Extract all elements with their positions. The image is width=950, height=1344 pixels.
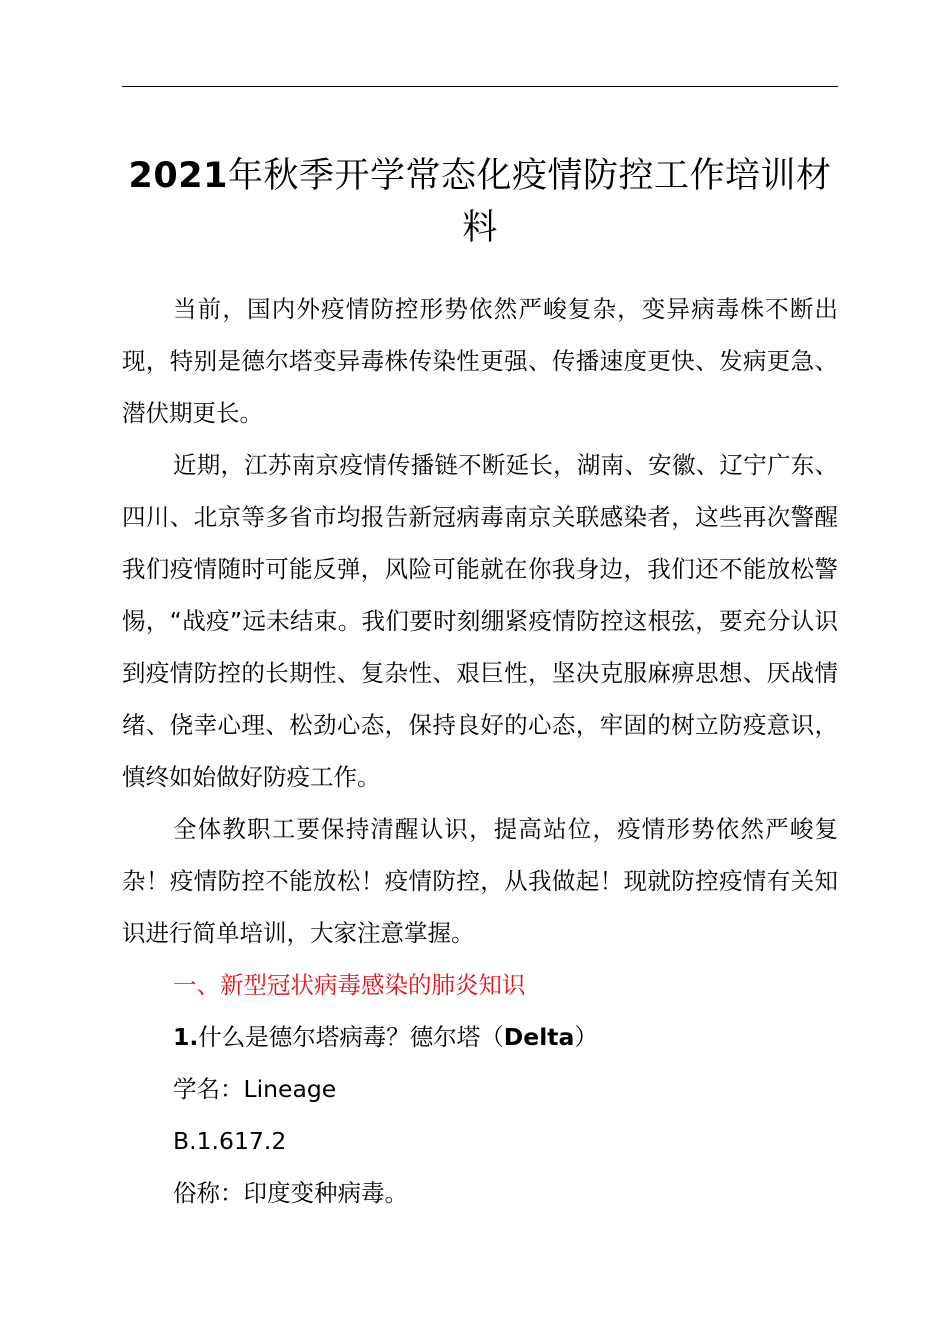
common-name: 俗称：印度变种病毒。 [173, 1179, 408, 1207]
document-title [122, 150, 838, 254]
document-body [122, 283, 838, 1219]
question-text: 什么是德尔塔病毒？德尔塔（ [198, 1023, 504, 1051]
paragraph-current-situation: 当前，国内外疫情防控形势依然严峻复杂，变异病毒株不断出现，特别是德尔塔变异毒株传染性更强、传播速度更快、发病更急、潜伏期更长。 [122, 295, 838, 427]
paragraph-staff-requirements: 全体教职工要保持清醒认识，提高站位，疫情形势依然严峻复杂！疫情防控不能放松！疫情防控，从我做起！现就防控疫情有关知识进行简单培训，大家注意掌握。 [122, 815, 838, 947]
question-number: 1. [173, 1023, 199, 1051]
lineage-code: B.1.617.2 [173, 1127, 287, 1155]
header-rule [122, 86, 838, 87]
paragraph-recent-outbreaks: 近期，江苏南京疫情传播链不断延长，湖南、安徽、辽宁广东、四川、北京等多省市均报告新冠病毒南京关联感染者，这些再次警醒我们疫情随时可能反弹，风险可能就在你我身边，我们还不能放松警惕，“战疫”远未结束。我们要时刻绷紧疫情防控这根弦，要充分认识到疫情防控的长期性、复杂性、艰巨性，坚决克服麻痹思想、厌战情绪、侥幸心理、松劲心态，保持良好的心态，牢固的树立防疫意识，慎终如始做好防疫工作。 [122, 451, 838, 791]
question-close: ） [574, 1023, 598, 1051]
scientific-name: 学名：Lineage [173, 1075, 337, 1103]
section-heading: 一、新型冠状病毒感染的肺炎知识 [173, 971, 526, 999]
question-heading [122, 1011, 838, 1063]
title-text: 年秋季开学常态化疫情防控工作培训材料 [227, 156, 832, 248]
title-year: 2021 [128, 156, 228, 196]
question-term: Delta [503, 1023, 575, 1051]
